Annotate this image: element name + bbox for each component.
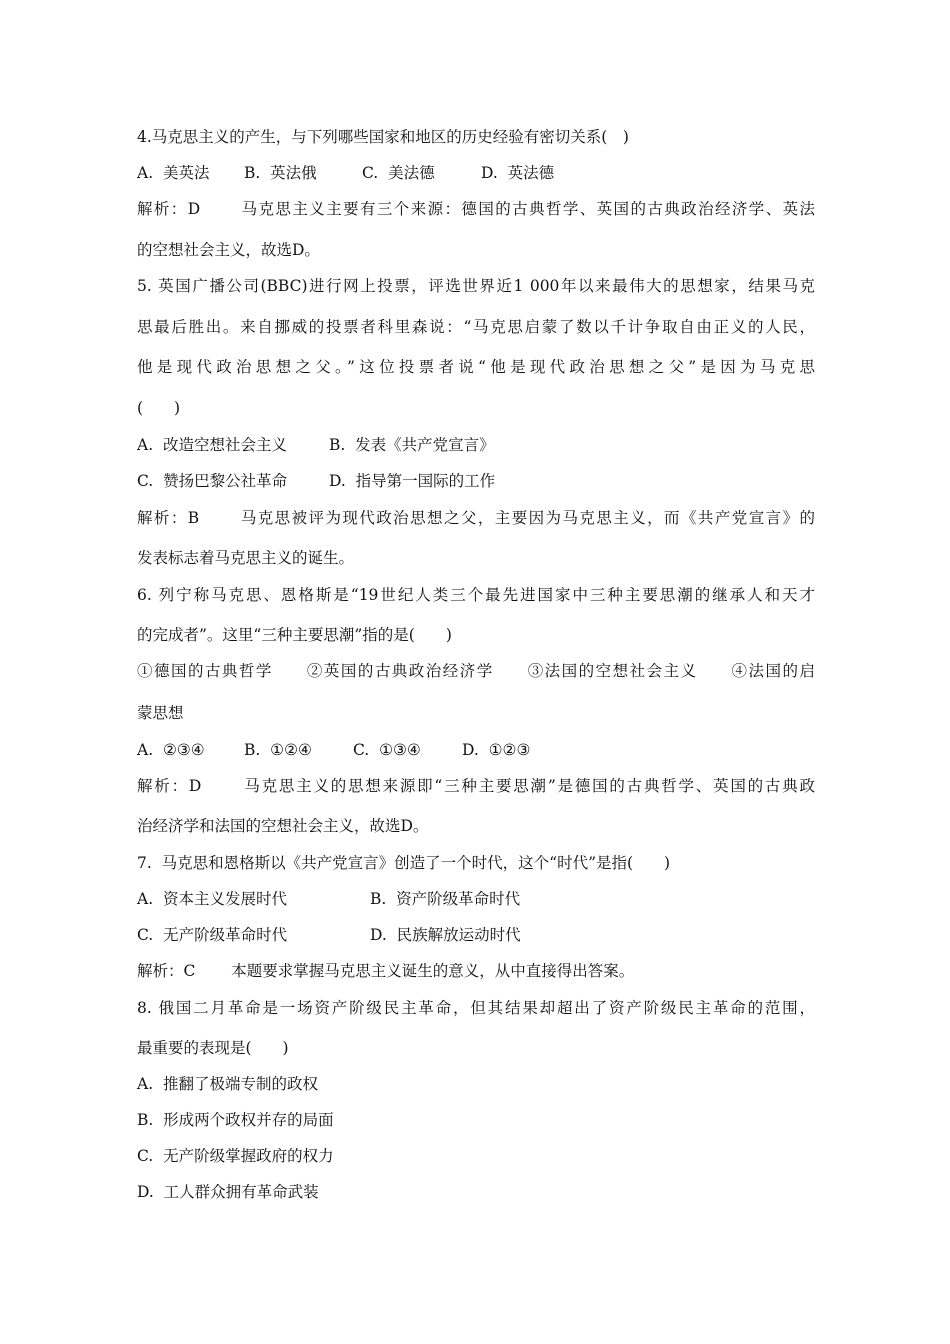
question-8-option-d: D. 工人群众拥有革命武装 [137, 1183, 319, 1201]
question-8-option-b: B. 形成两个政权并存的局面 [137, 1111, 334, 1129]
question-7-option-b: B. 资产阶级革命时代 [370, 890, 521, 908]
question-6-items: 蒙思想 [137, 704, 184, 722]
question-4-option-d: D. 英法德 [481, 164, 555, 182]
question-4-option-b: B. 英法俄 [244, 164, 317, 182]
question-7-option-a: A. 资本主义发展时代 [137, 890, 287, 908]
question-8-option-c: C. 无产阶级掌握政府的权力 [137, 1147, 334, 1165]
question-5-analysis: 解析：B 马克思被评为现代政治思想之父，主要因为马克思主义，而《共产党宣言》的 [137, 509, 815, 527]
question-6-analysis: 治经济学和法国的空想社会主义，故选D。 [137, 817, 429, 835]
question-5-analysis: 发表标志着马克思主义的诞生。 [137, 549, 355, 567]
question-6-option-d: D. ①②③ [462, 741, 531, 759]
question-5-option-d: D. 指导第一国际的工作 [329, 472, 496, 490]
question-5-stem: ( ) [137, 399, 181, 417]
question-8-option-a: A. 推翻了极端专制的政权 [137, 1075, 318, 1093]
question-6-option-c: C. ①③④ [353, 741, 421, 759]
question-7-option-d: D. 民族解放运动时代 [370, 926, 521, 944]
question-7-analysis: 解析：C 本题要求掌握马克思主义诞生的意义，从中直接得出答案。 [137, 962, 635, 980]
question-5-option-b: B. 发表《共产党宣言》 [329, 436, 495, 454]
question-6-items: ①德国的古典哲学 ②英国的古典政治经济学 ③法国的空想社会主义 ④法国的启 [137, 662, 815, 680]
question-6-option-b: B. ①②④ [244, 741, 312, 759]
question-5-stem: 思最后胜出。来自挪威的投票者科里森说：“马克思启蒙了数以千计争取自由正义的人民， [137, 318, 815, 336]
question-4-stem: 4.马克思主义的产生，与下列哪些国家和地区的历史经验有密切关系( ) [137, 128, 629, 146]
question-8-stem: 最重要的表现是( ) [137, 1039, 289, 1057]
question-6-option-a: A. ②③④ [137, 741, 205, 759]
question-7-stem: 7. 马克思和恩格斯以《共产党宣言》创造了一个时代，这个“时代”是指( ) [137, 854, 671, 872]
question-4-analysis: 的空想社会主义，故选D。 [137, 241, 320, 259]
question-7-option-c: C. 无产阶级革命时代 [137, 926, 288, 944]
question-5-option-a: A. 改造空想社会主义 [137, 436, 287, 454]
question-6-stem: 的完成者”。这里“三种主要思潮”指的是( ) [137, 626, 452, 644]
question-4-analysis: 解析：D 马克思主义主要有三个来源：德国的古典哲学、英国的古典政治经济学、英法 [137, 200, 815, 218]
question-6-analysis: 解析：D 马克思主义的思想来源即“三种主要思潮”是德国的古典哲学、英国的古典政 [137, 777, 815, 795]
question-5-option-c: C. 赞扬巴黎公社革命 [137, 472, 288, 490]
question-5-stem: 他是现代政治思想之父。”这位投票者说“他是现代政治思想之父”是因为马克思 [137, 358, 815, 376]
question-8-stem: 8. 俄国二月革命是一场资产阶级民主革命，但其结果却超出了资产阶级民主革命的范围， [137, 999, 815, 1017]
question-4-option-c: C. 美法德 [362, 164, 435, 182]
question-5-stem: 5. 英国广播公司(BBC)进行网上投票，评选世界近1 000年以来最伟大的思想家，结果马克 [137, 277, 815, 295]
question-4-option-a: A. 美英法 [137, 164, 210, 182]
question-6-stem: 6. 列宁称马克思、恩格斯是“19世纪人类三个最先进国家中三种主要思潮的继承人和天才 [137, 586, 815, 604]
